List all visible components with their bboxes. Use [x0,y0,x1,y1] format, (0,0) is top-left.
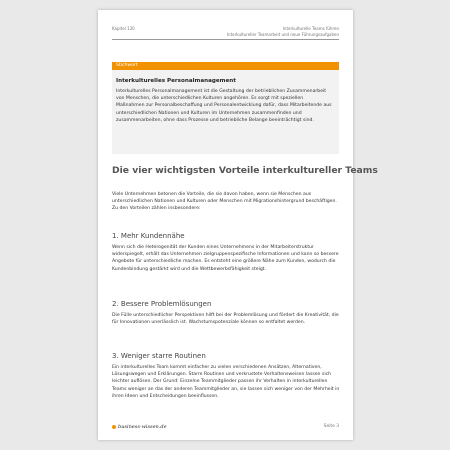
advantage-3-heading: 3. Weniger starre Routinen [112,352,206,360]
advantage-1-text: Wenn sich die Heterogenität der Kunden eines Unternehmens in der Mitarbeiterstruktur widerspiegelt, erhält das Unternehmen zielgruppenspezifische Informationen und kann so bessere Angebote für unterschiedliche machen. Es entsteht eine größere Nähe zum Kunden, wodurch die Kundenbindung gestärkt wird und die Wettbewerbsfähigkeit steigt. [112,245,339,272]
intro-paragraph: Viele Unternehmen betonen die Vorteile, die sie davon haben, wenn sie Menschen aus unterschiedlichen Nationen und Kulturen oder Menschen mit Migrationshintergrund beschäftigen. Zu den Vorteilen zählen insbesondere: [112,192,337,212]
advantage-2-text: Die Fülle unterschiedlicher Perspektiven hilft bei der Problemlösung und fördert die Kreativität, die für Innovationen unerlässlich ist. Wachstumspotenziale können so entfaltet werden. [112,313,339,326]
header-title: Interkulturelle Teams führen [282,26,339,31]
keyword-box-label: Stichwort [112,62,339,70]
footer-logo-text: business-wissen.de [118,424,167,430]
header-divider [112,39,339,40]
keyword-box-title: Interkulturelles Personalmanagement [116,78,236,84]
running-header [227,26,339,37]
header-subtitle: Interkultureller Teamarbeit und neue Führungsaufgaben [226,31,339,37]
advantage-1-heading: 1. Mehr Kundennähe [112,232,185,240]
chapter-label: Kapitel 130 [112,26,135,31]
section-heading: Die vier wichtigsten Vorteile interkultureller Teams [112,165,378,176]
footer-logo[interactable] [112,424,167,430]
document-page [98,10,378,440]
advantage-2-heading: 2. Bessere Problemlösungen [112,300,212,308]
advantage-3-text: Ein interkulturelles Team kommt einfacher zu vielen verschiedenen Ansätzen, Alternativen, Lösungswegen und Erklärungen. Starre Routinen und verkrustete Verhaltensweisen lassen sich leichter auflösen. Der Grund: Einzelne Teammitglieder passen ihr Verhalten in interkulturellen Teams weniger an das der anderen Teammitglieder an, sie lassen sich weniger von der Mehrheit in ihren Ideen und Entscheidungen beeinflussen. [112,365,340,399]
keyword-box-text: Interkulturelles Personalmanagement ist die Gestaltung der betrieblichen Zusammenarbeit von Menschen, die unterschiedlichen Kulturen angehören. Es sorgt mit speziellen Maßnahmen zur Personalbeschaffung und Personalentwicklung dafür, dass Mitarbeitende aus unterschiedlichen Nationen und Kulturen im Unternehmen zusammenfinden und zusammenarbeiten, ohne dass Prozesse und betriebliche Belange beeinträchtigt sind. [116,89,332,123]
page-number: Seite 3 [323,424,339,429]
logo-dot-icon [112,425,116,429]
keyword-box [112,62,339,154]
